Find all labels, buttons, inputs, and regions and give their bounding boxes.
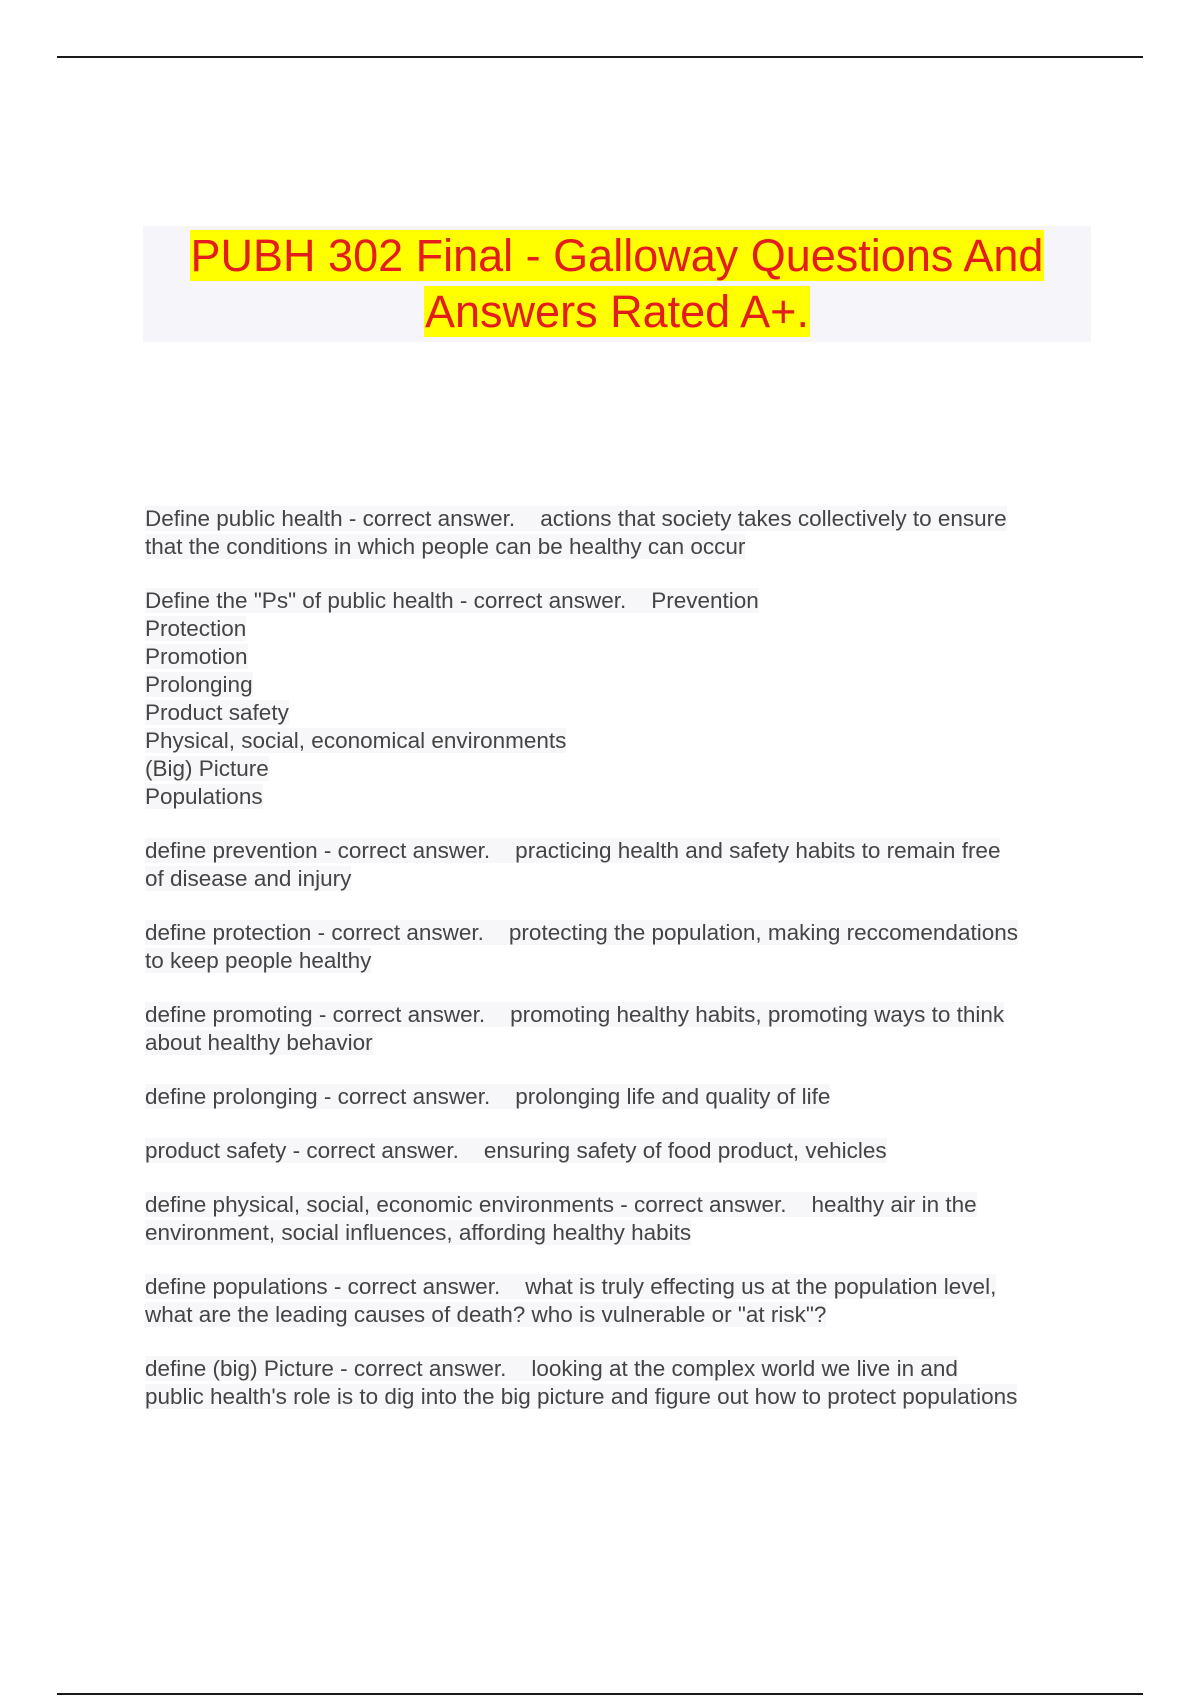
qa-list — [145, 505, 1090, 1437]
qa-item — [145, 1355, 1090, 1411]
qa-line: Protection — [145, 616, 247, 641]
qa-line: Define the "Ps" of public health - correct answer. Prevention — [145, 588, 759, 613]
qa-item — [145, 1191, 1090, 1247]
qa-line: what are the leading causes of death? who is vulnerable or "at risk"? — [145, 1302, 827, 1327]
qa-line: product safety - correct answer. ensuring safety of food product, vehicles — [145, 1138, 887, 1163]
qa-item — [145, 919, 1090, 975]
qa-item — [145, 587, 1090, 811]
qa-line: define prolonging - correct answer. prolonging life and quality of life — [145, 1084, 831, 1109]
qa-line: Physical, social, economical environments — [145, 728, 567, 753]
qa-line: define physical, social, economic environments - correct answer. healthy air in the — [145, 1192, 977, 1217]
qa-item — [145, 1083, 1090, 1111]
qa-line: define protection - correct answer. protecting the population, making reccomendations — [145, 920, 1018, 945]
qa-line: Define public health - correct answer. actions that society takes collectively to ensure — [145, 506, 1007, 531]
qa-line: environment, social influences, affording healthy habits — [145, 1220, 692, 1245]
title-line-2: Answers Rated A+. — [425, 286, 809, 337]
qa-line: Product safety — [145, 700, 289, 725]
qa-item — [145, 505, 1090, 561]
qa-item — [145, 1273, 1090, 1329]
qa-line: that the conditions in which people can be healthy can occur — [145, 534, 746, 559]
title-line-1: PUBH 302 Final - Galloway Questions And — [190, 230, 1044, 281]
qa-line: to keep people healthy — [145, 948, 372, 973]
qa-item — [145, 1001, 1090, 1057]
qa-item — [145, 837, 1090, 893]
qa-line: of disease and injury — [145, 866, 352, 891]
qa-line: about healthy behavior — [145, 1030, 373, 1055]
document-title — [143, 226, 1091, 342]
qa-line: define prevention - correct answer. practicing health and safety habits to remain free — [145, 838, 1001, 863]
qa-line: define promoting - correct answer. promoting healthy habits, promoting ways to think — [145, 1002, 1005, 1027]
top-rule — [57, 56, 1143, 58]
qa-line: Populations — [145, 784, 263, 809]
qa-item — [145, 1137, 1090, 1165]
qa-line: public health's role is to dig into the big picture and figure out how to protect populations — [145, 1384, 1018, 1409]
bottom-rule — [57, 1693, 1143, 1695]
qa-line: Prolonging — [145, 672, 253, 697]
qa-line: define populations - correct answer. what is truly effecting us at the population level, — [145, 1274, 997, 1299]
qa-line: Promotion — [145, 644, 248, 669]
qa-line: (Big) Picture — [145, 756, 269, 781]
qa-line: define (big) Picture - correct answer. looking at the complex world we live in and — [145, 1356, 958, 1381]
